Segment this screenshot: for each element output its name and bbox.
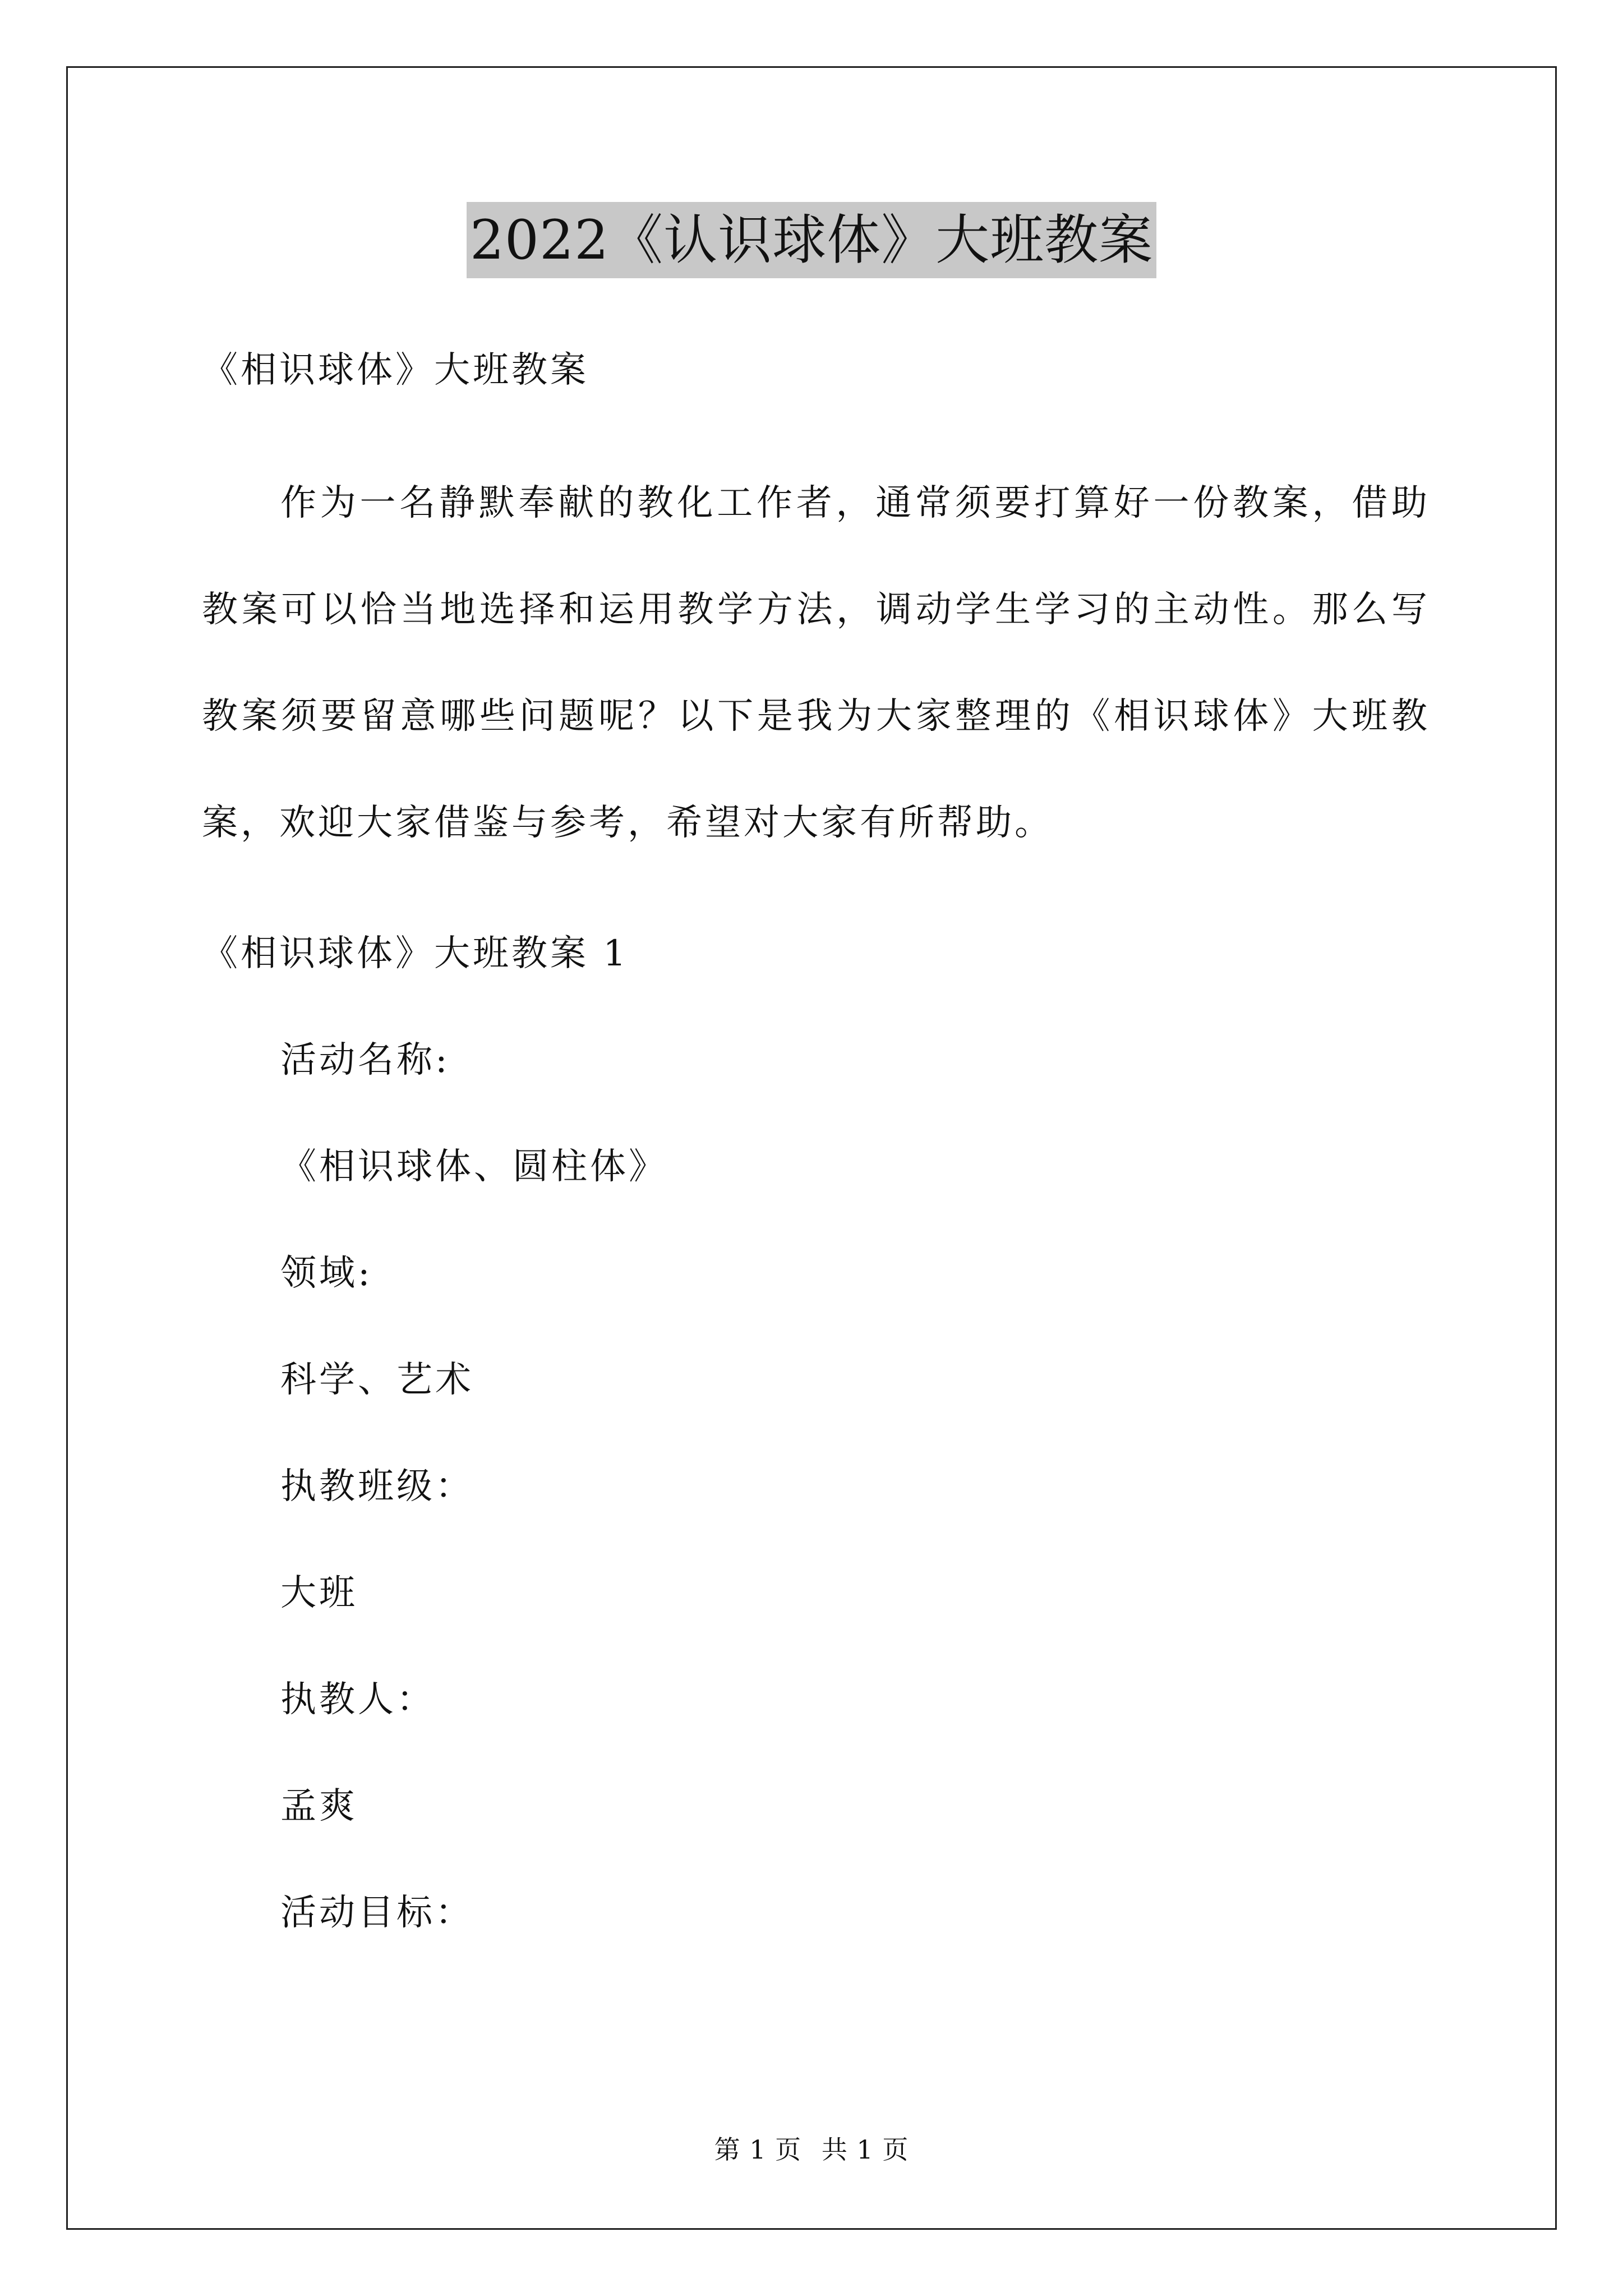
- field-class-label: 执教班级：: [280, 1466, 474, 1507]
- intro-paragraph: 作为一名静默奉献的教化工作者，通常须要打算好一份教案，借助教案可以恰当地选择和运用教学方法，调动学生学习的主动性。那么写教案须要留意哪些问题呢？以下是我为大家整理的《相识球体》大班教案，欢迎大家借鉴与参考，希望对大家有所帮助。: [202, 482, 1430, 844]
- section-heading: 《相识球体》大班教案 1: [202, 933, 629, 974]
- field-goals-label: 活动目标：: [280, 1892, 474, 1934]
- title-container: [0, 202, 1623, 278]
- document-title: 2022《认识球体》大班教案: [467, 202, 1156, 278]
- field-class-value: 大班: [280, 1572, 358, 1614]
- field-activity-name-value: 《相识球体、圆柱体》: [280, 1146, 667, 1188]
- page-footer: [0, 2129, 1623, 2166]
- document-body: [202, 343, 1430, 1993]
- page-number-total: 共 1 页: [821, 2134, 909, 2165]
- field-teacher-value: 孟爽: [280, 1786, 358, 1827]
- field-domain-value: 科学、艺术: [280, 1359, 474, 1401]
- field-domain-label: 领域:: [280, 1253, 373, 1294]
- field-activity-name-label: 活动名称:: [280, 1039, 450, 1081]
- page-number-current: 第 1 页: [714, 2134, 802, 2165]
- document-subtitle: 《相识球体》大班教案: [202, 349, 589, 391]
- field-teacher-label: 执教人：: [280, 1679, 435, 1720]
